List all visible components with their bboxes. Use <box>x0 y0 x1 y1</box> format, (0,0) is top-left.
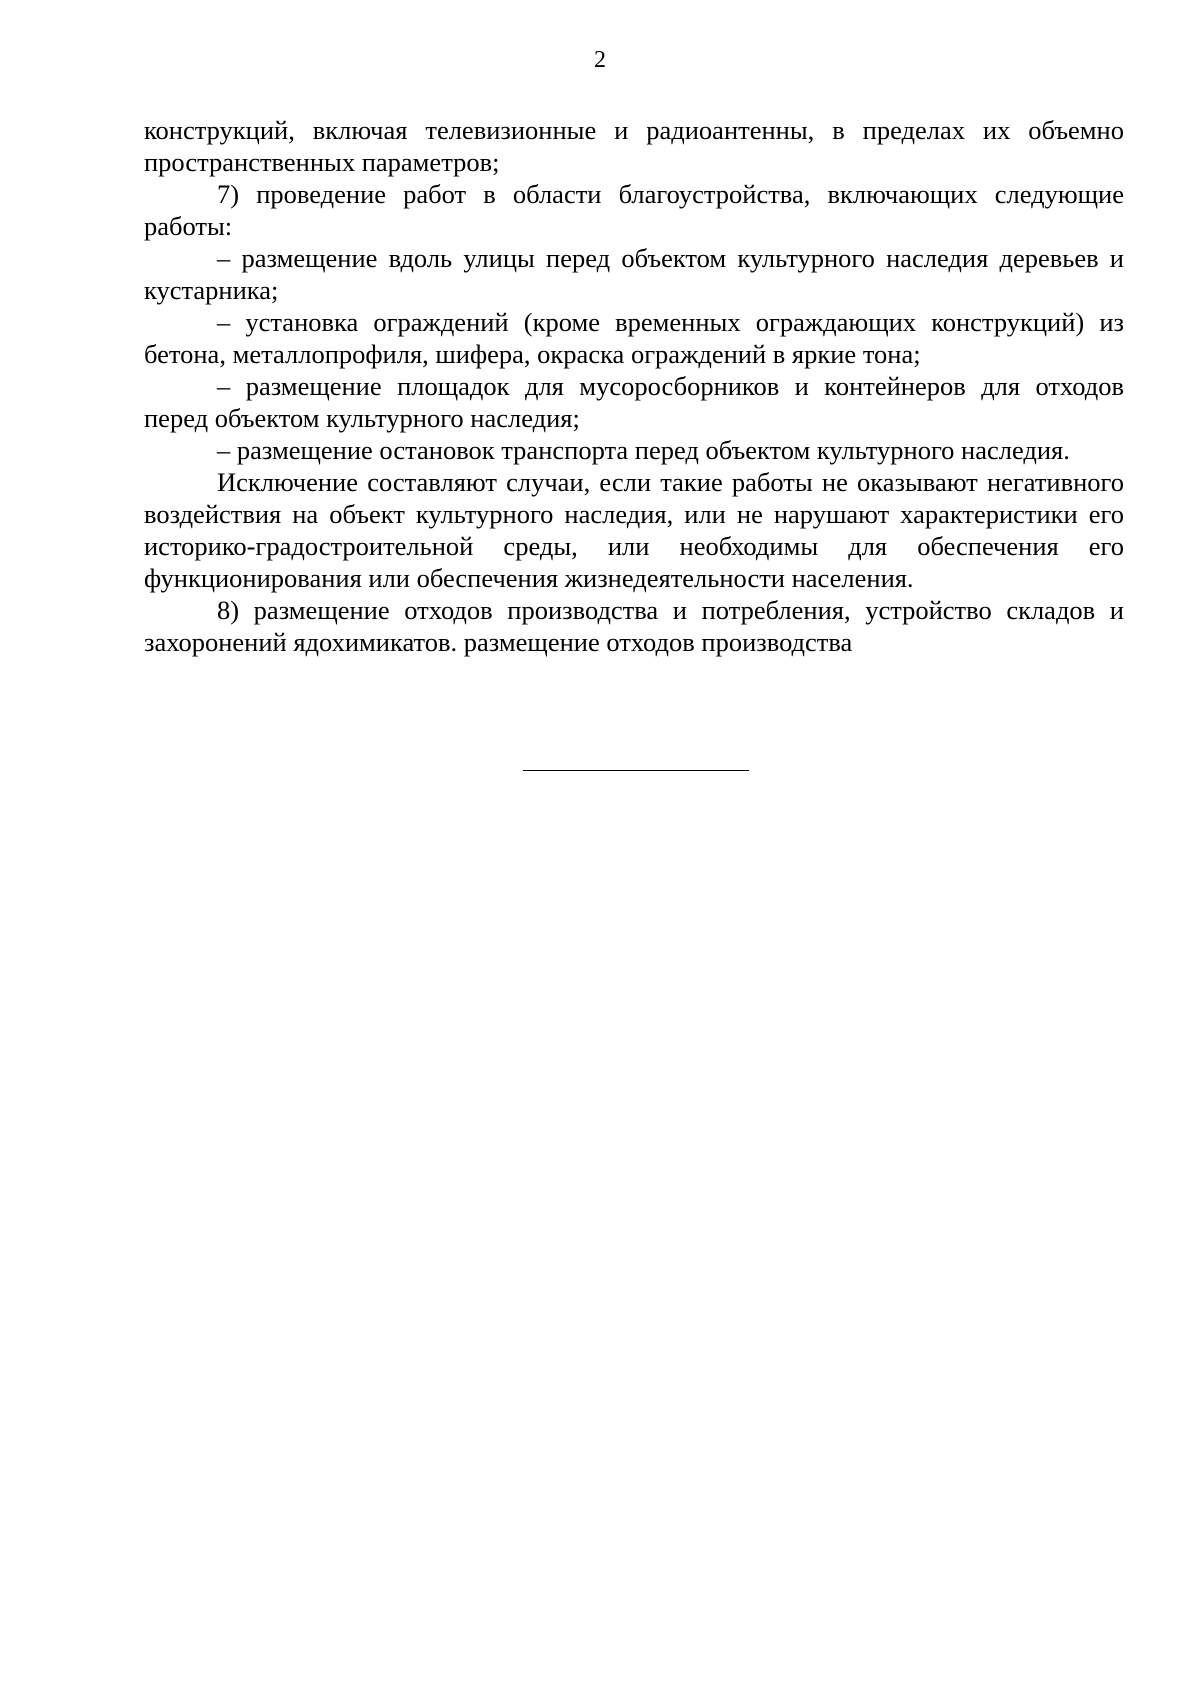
list-item-dash-1: – размещение вдоль улицы перед объектом культурного наследия деревьев и кустарника; <box>144 243 1124 305</box>
list-item-dash-2: – установка ограждений (кроме временных ограждающих конструкций) из бетона, металлопрофиля, шифера, окраска ограждений в яркие тона; <box>144 307 1124 369</box>
list-item-dash-4: – размещение остановок транспорта перед объектом культурного наследия. <box>217 435 1070 465</box>
paragraph-item-8: 8) размещение отходов производства и потребления, устройство складов и захоронений ядохимикатов. размещение отходов производства <box>144 595 1124 657</box>
paragraph-exception: Исключение составляют случаи, если такие работы не оказывают негативного воздействия на объект культурного наследия, или не нарушают характеристики его историко-градостроительной среды, или необходимы для обеспечения его функционирования или обеспечения жизнедеятельности населения. <box>144 467 1124 593</box>
closing-separator-line <box>523 770 749 771</box>
document-body <box>144 114 1124 658</box>
page-number: 2 <box>594 47 606 73</box>
paragraph-item-7: 7) проведение работ в области благоустройства, включающих следующие работы: <box>144 179 1124 241</box>
list-item-dash-3: – размещение площадок для мусоросборников и контейнеров для отходов перед объектом культурного наследия; <box>144 371 1124 433</box>
paragraph-continuation: конструкций, включая телевизионные и радиоантенны, в пределах их объемно пространственных параметров; <box>144 115 1124 177</box>
